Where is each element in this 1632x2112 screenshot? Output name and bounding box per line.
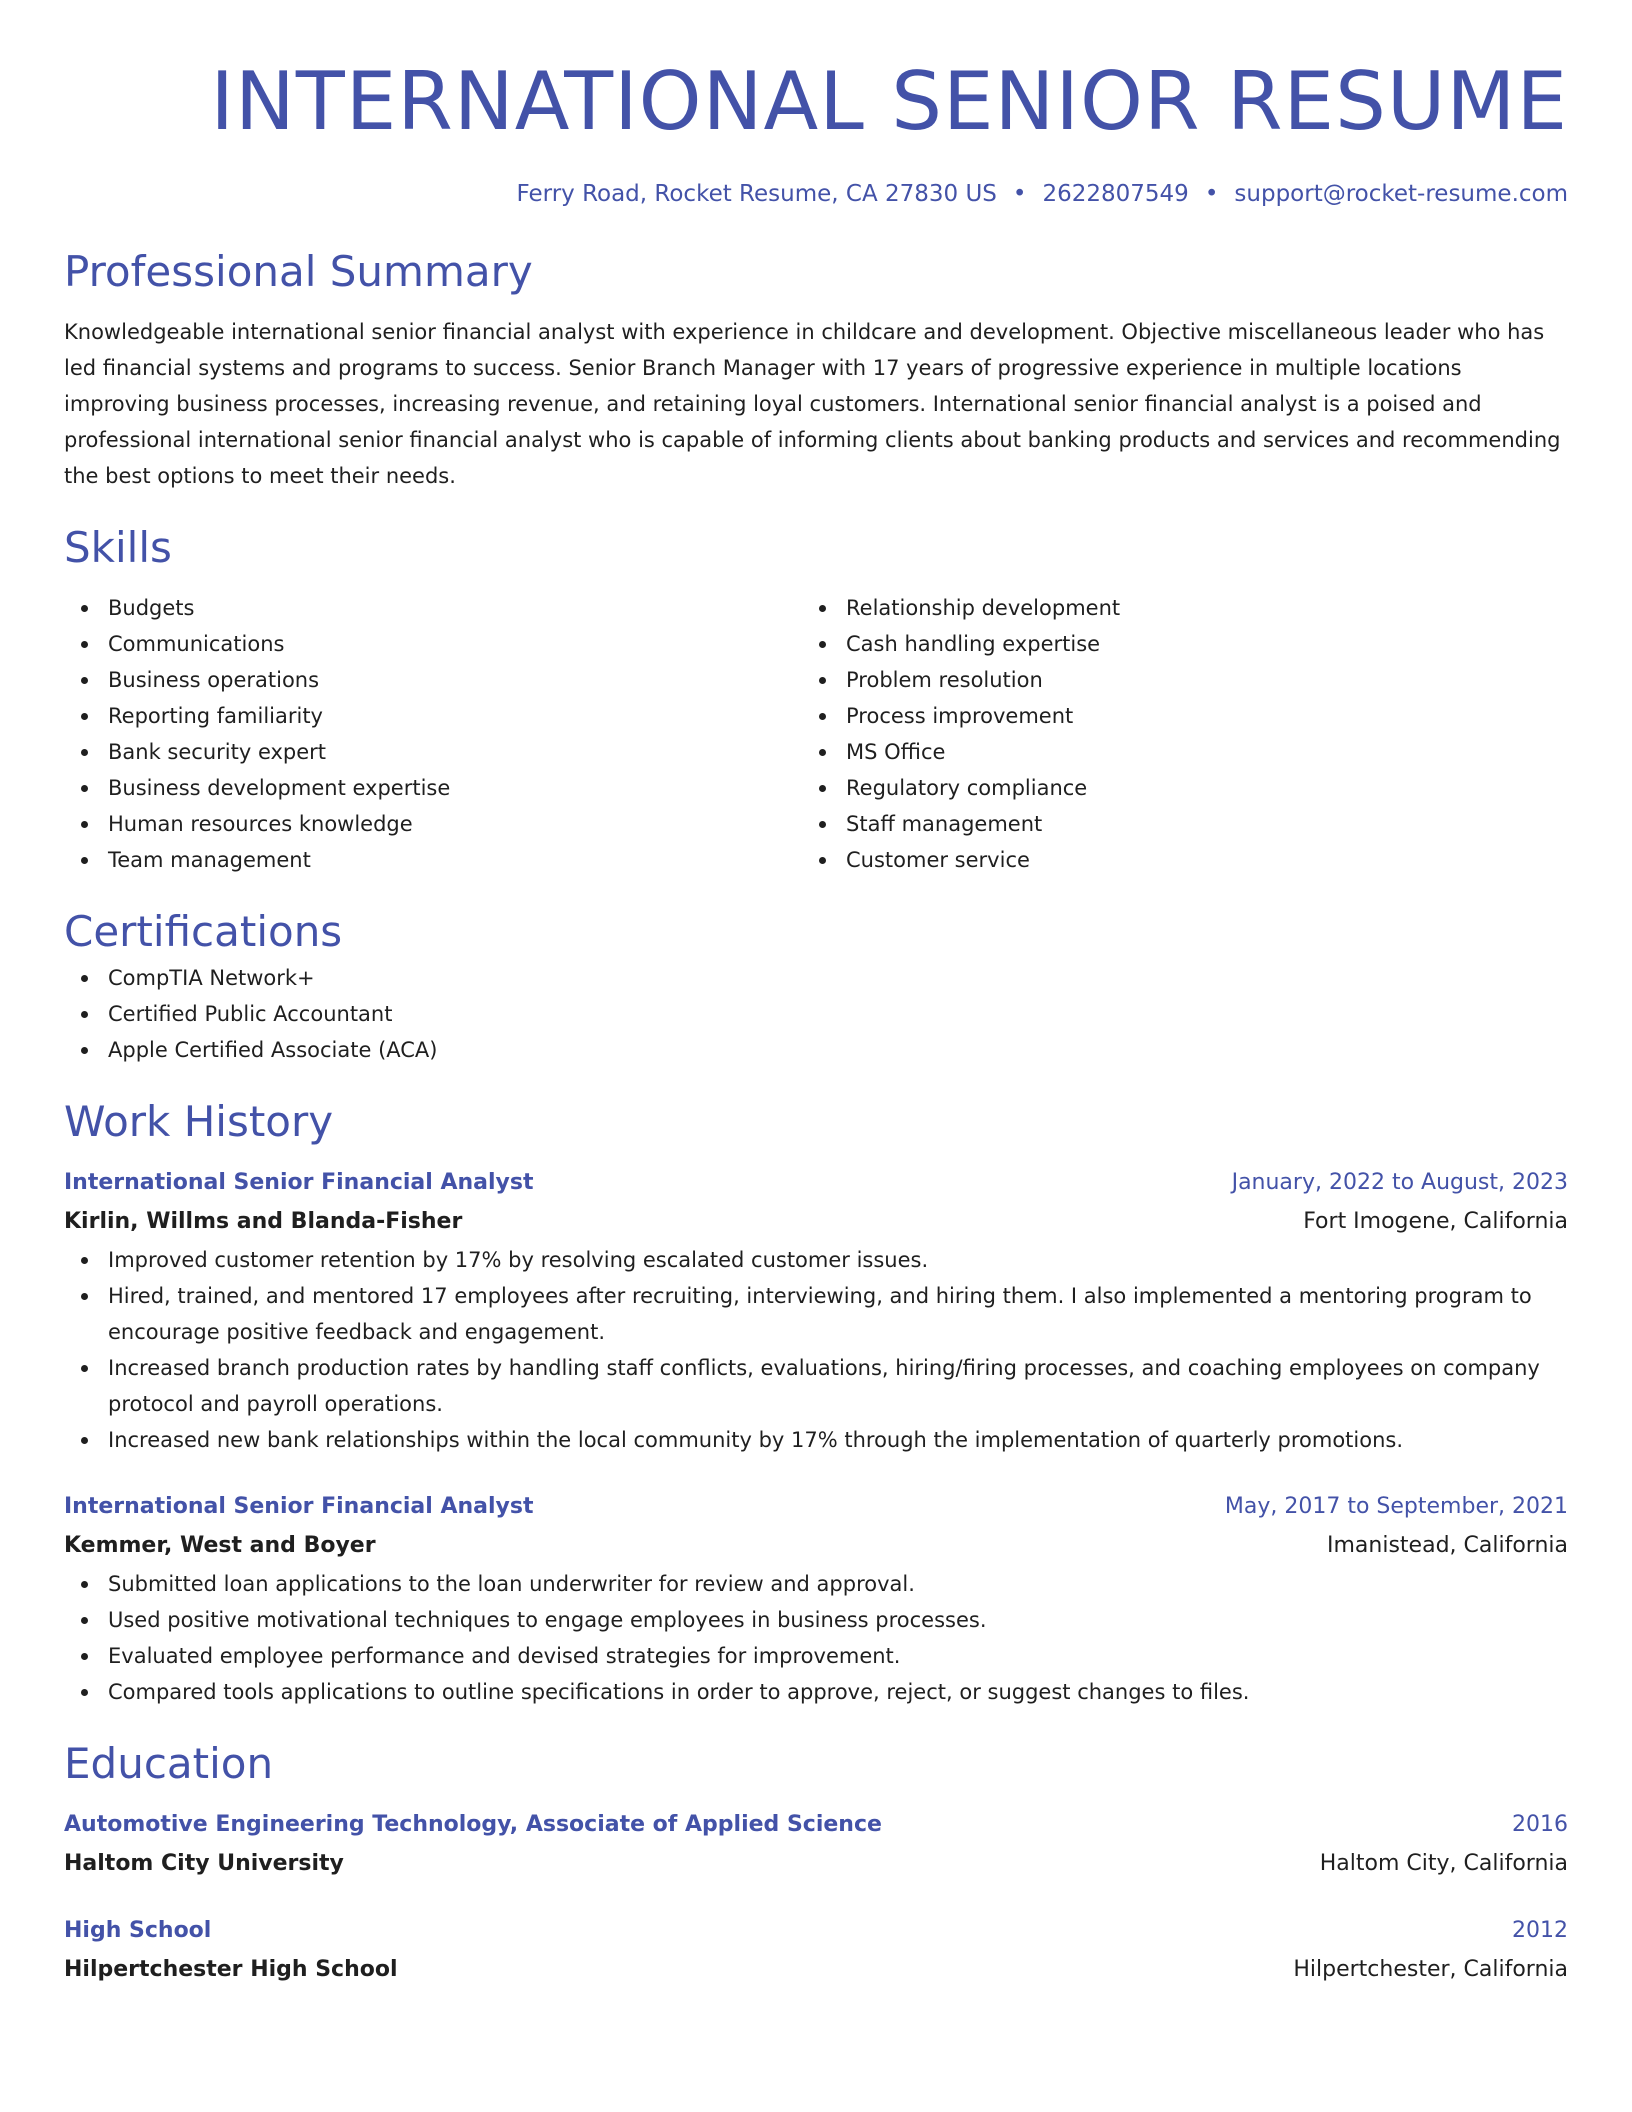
skills-column-left: [64, 590, 802, 878]
certification-item: CompTIA Network+: [64, 960, 1568, 996]
skills-section: [64, 520, 1568, 878]
education-year: 2016: [1512, 1812, 1568, 1837]
skill-item: Bank security expert: [64, 734, 802, 770]
job-bullets: [64, 1566, 1568, 1710]
education-section: [64, 1736, 1568, 1990]
education-year: 2012: [1512, 1918, 1568, 1943]
job-title: International Senior Financial Analyst: [64, 1170, 534, 1195]
skill-item: Human resources knowledge: [64, 806, 802, 842]
section-title-summary: Professional Summary: [64, 247, 533, 296]
job-bullets: [64, 1242, 1568, 1458]
certifications-list: [64, 960, 1568, 1068]
contact-address: Ferry Road, Rocket Resume, CA 27830 US: [516, 181, 997, 207]
work-history-section: [64, 1094, 1568, 1710]
candidate-name: INTERNATIONAL SENIOR RESUME: [210, 55, 1568, 148]
job-bullet: Improved customer retention by 17% by resolving escalated customer issues.: [64, 1242, 1568, 1278]
skill-item: Process improvement: [802, 698, 1540, 734]
job-company-row: [64, 1202, 1568, 1242]
contact-phone[interactable]: 2622807549: [1042, 181, 1189, 207]
contact-line: [64, 178, 1568, 210]
contact-separator: •: [1012, 181, 1027, 207]
skill-item: Business development expertise: [64, 770, 802, 806]
education-entry: [64, 1912, 1568, 1990]
job-dates: May, 2017 to September, 2021: [1224, 1494, 1568, 1519]
education-school-row: [64, 1950, 1568, 1990]
job-location: Imanistead, California: [1327, 1533, 1568, 1558]
skill-item: Regulatory compliance: [802, 770, 1540, 806]
skill-item: Communications: [64, 626, 802, 662]
education-header-row: [64, 1806, 1568, 1844]
job-bullet: Used positive motivational techniques to engage employees in business processes.: [64, 1602, 1568, 1638]
education-location: Hilpertchester, California: [1293, 1957, 1568, 1982]
job-header-row: [64, 1488, 1568, 1526]
section-title-education: Education: [64, 1739, 274, 1788]
skill-item: Cash handling expertise: [802, 626, 1540, 662]
certification-item: Apple Certified Associate (ACA): [64, 1032, 1568, 1068]
education-degree: High School: [64, 1918, 212, 1943]
skill-item: Team management: [64, 842, 802, 878]
section-title-certifications: Certifications: [64, 907, 343, 956]
professional-summary-section: [64, 244, 1568, 494]
job-title: International Senior Financial Analyst: [64, 1494, 534, 1519]
skill-item: Reporting familiarity: [64, 698, 802, 734]
skill-item: Staff management: [802, 806, 1540, 842]
section-title-skills: Skills: [64, 523, 172, 572]
skills-column-right: [802, 590, 1540, 878]
job-company: Kirlin, Willms and Blanda-Fisher: [64, 1209, 463, 1234]
education-school-row: [64, 1844, 1568, 1884]
skills-columns: [64, 590, 1568, 878]
skill-item: Budgets: [64, 590, 802, 626]
job-location: Fort Imogene, California: [1303, 1209, 1568, 1234]
job-bullet: Submitted loan applications to the loan underwriter for review and approval.: [64, 1566, 1568, 1602]
job-company: Kemmer, West and Boyer: [64, 1533, 376, 1558]
contact-email[interactable]: support@rocket-resume.com: [1234, 181, 1568, 207]
section-title-work-history: Work History: [64, 1097, 334, 1146]
contact-separator: •: [1204, 181, 1219, 207]
skills-list-left: [64, 590, 802, 878]
job-company-row: [64, 1526, 1568, 1566]
skill-item: Business operations: [64, 662, 802, 698]
job-bullet: Increased branch production rates by handling staff conflicts, evaluations, hiring/firing processes, and coaching employees on company protocol and payroll operations.: [64, 1350, 1568, 1422]
education-header-row: [64, 1912, 1568, 1950]
job-bullet: Evaluated employee performance and devised strategies for improvement.: [64, 1638, 1568, 1674]
education-school: Hilpertchester High School: [64, 1957, 398, 1982]
job-bullet: Compared tools applications to outline specifications in order to approve, reject, or suggest changes to files.: [64, 1674, 1568, 1710]
education-location: Haltom City, California: [1319, 1851, 1568, 1876]
certifications-section: [64, 904, 1568, 1068]
job-entry: [64, 1164, 1568, 1458]
skill-item: Customer service: [802, 842, 1540, 878]
skill-item: MS Office: [802, 734, 1540, 770]
job-entry: [64, 1488, 1568, 1710]
job-dates: January, 2022 to August, 2023: [1231, 1170, 1568, 1195]
certification-item: Certified Public Accountant: [64, 996, 1568, 1032]
job-bullet: Hired, trained, and mentored 17 employees after recruiting, interviewing, and hiring them. I also implemented a mentoring program to encourage positive feedback and engagement.: [64, 1278, 1568, 1350]
education-entry: [64, 1806, 1568, 1884]
job-header-row: [64, 1164, 1568, 1202]
resume-header: [64, 48, 1568, 210]
skill-item: Problem resolution: [802, 662, 1540, 698]
education-degree: Automotive Engineering Technology, Associate of Applied Science: [64, 1812, 882, 1837]
summary-text: Knowledgeable international senior financial analyst with experience in childcare and development. Objective miscellaneous leader who has led financial systems and programs to success. Senior Branch Manager with 17 years of progressive experience in multiple locations improving business processes, increasing revenue, and retaining loyal customers. International senior financial analyst is a poised and professional international senior financial analyst who is capable of informing clients about banking products and services and recommending the best options to meet their needs.: [64, 320, 1561, 488]
skills-list-right: [802, 590, 1540, 878]
education-school: Haltom City University: [64, 1851, 344, 1876]
skill-item: Relationship development: [802, 590, 1540, 626]
job-bullet: Increased new bank relationships within the local community by 17% through the implementation of quarterly promotions.: [64, 1422, 1568, 1458]
